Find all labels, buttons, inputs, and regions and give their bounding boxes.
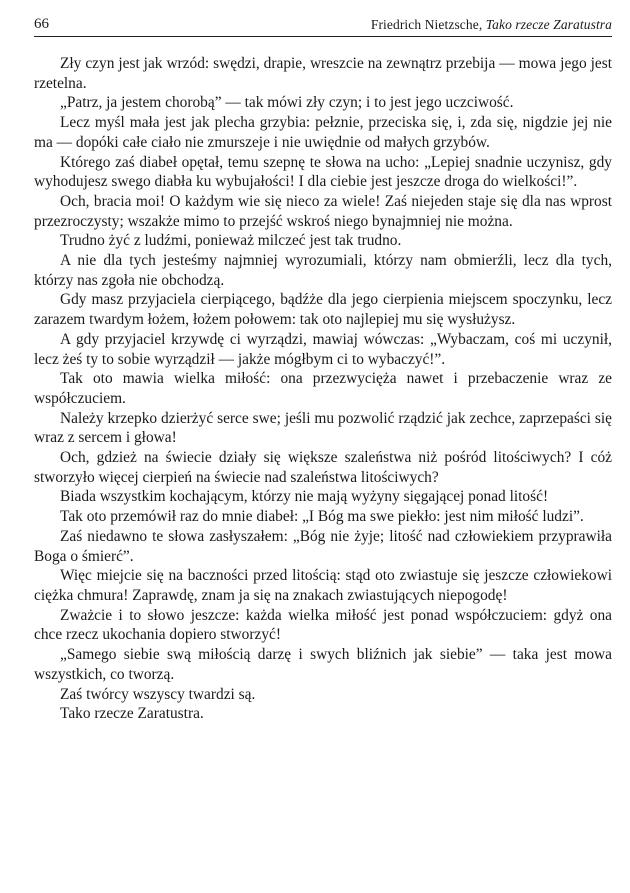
page-number: 66 bbox=[34, 16, 49, 32]
paragraph: Zaś twórcy wszyscy twardzi są. bbox=[60, 685, 256, 703]
paragraph: Lecz myśl mała jest jak plecha grzybia: pełznie, przeciska się, i, zda się, nigdzie jej nie ma — dopóki całe ciało nie zmurszeje i nie uwiędnie od małych grzybów. bbox=[34, 114, 612, 151]
paragraph: Trudno żyć z ludźmi, ponieważ milczeć jest tak trudno. bbox=[60, 232, 402, 250]
paragraph: Biada wszystkim kochającym, którzy nie mają wyżyny sięgającej ponad litość! bbox=[60, 488, 549, 506]
paragraph: „Samego siebie swą miłością darzę i swych bliźnich jak siebie” — taka jest mowa wszystkich, co tworzą. bbox=[34, 646, 612, 683]
paragraph: A gdy przyjaciel krzywdę ci wyrządzi, mawiaj wówczas: „Wybaczam, coś mi uczynił, lecz żeś ty to sobie wyrządził — jakże mógłbym ci to wybaczyć!”. bbox=[34, 330, 612, 368]
paragraph: Więc miejcie się na baczności przed litością: stąd oto zwiastuje się jeszcze człowiekowi ciężka chmura! Zaprawdę, znam ja się na znakach zwiastujących niepogodę! bbox=[34, 567, 612, 604]
running-title bbox=[371, 17, 612, 33]
paragraph: Tak oto mawia wielka miłość: ona przezwycięża nawet i przebaczenie wraz ze współczuciem. bbox=[34, 370, 612, 407]
paragraph: Och, bracia moi! O każdym wie się nieco za wiele! Zaś niejeden staje się dla nas wprost przezroczysty; wszakże mimo to przejść wskroś niego bynajmniej nie można. bbox=[34, 192, 612, 230]
paragraph: Gdy masz przyjaciela cierpiącego, bądźże dla jego cierpienia miejscem spoczynku, lecz zarazem twardym łożem, łożem połowem: tak oto najlepiej mu się wysłużysz. bbox=[34, 291, 612, 329]
paragraph: Tako rzecze Zaratustra. bbox=[60, 705, 204, 723]
header-author: Friedrich Nietzsche, bbox=[370, 17, 486, 32]
paragraph: „Patrz, ja jestem chorobą” — tak mówi zły czyn; i to jest jego uczciwość. bbox=[60, 94, 514, 112]
running-header bbox=[34, 14, 612, 37]
paragraph: Zważcie i to słowo jeszcze: każda wielka miłość jest ponad współczuciem: gdyż ona chce rzecz ukochania dopiero stworzyć! bbox=[34, 606, 612, 644]
paragraph: Zaś niedawno te słowa zasłyszałem: „Bóg nie żyje; litość nad człowiekiem przyprawiła Boga o śmierć”. bbox=[34, 527, 612, 565]
header-book-title: Tako rzecze Zaratustra bbox=[485, 17, 612, 32]
paragraph: Och, gdzież na świecie działy się większe szaleństwa niż pośród litościwych? I cóż stworzyło więcej cierpień na świecie nad szaleństwa litościwych? bbox=[34, 449, 612, 486]
body-text bbox=[34, 54, 612, 724]
paragraph: Zły czyn jest jak wrzód: swędzi, drapie, wreszcie na zewnątrz przebija — mowa jego jest rzetelna. bbox=[34, 55, 612, 92]
paragraph: Którego zaś diabeł opętał, temu szepnę te słowa na ucho: „Lepiej snadnie uczynisz, gdy wyhodujesz swego diabła ku wybujałości! I dla ciebie jest jeszcze droga do wielkości!”. bbox=[34, 153, 612, 191]
paragraph: Należy krzepko dzierżyć serce swe; jeśli mu pozwolić rządzić jak zechce, zaprzepaści się wraz z sercem i głowa! bbox=[34, 409, 612, 447]
paragraph: A nie dla tych jesteśmy najmniej wyrozumiali, którzy nam obmierźli, lecz dla tych, którzy nas zgoła nie obchodzą. bbox=[34, 252, 612, 289]
paragraph: Tak oto przemówił raz do mnie diabeł: „I Bóg ma swe piekło: jest nim miłość ludzi”. bbox=[60, 508, 584, 526]
